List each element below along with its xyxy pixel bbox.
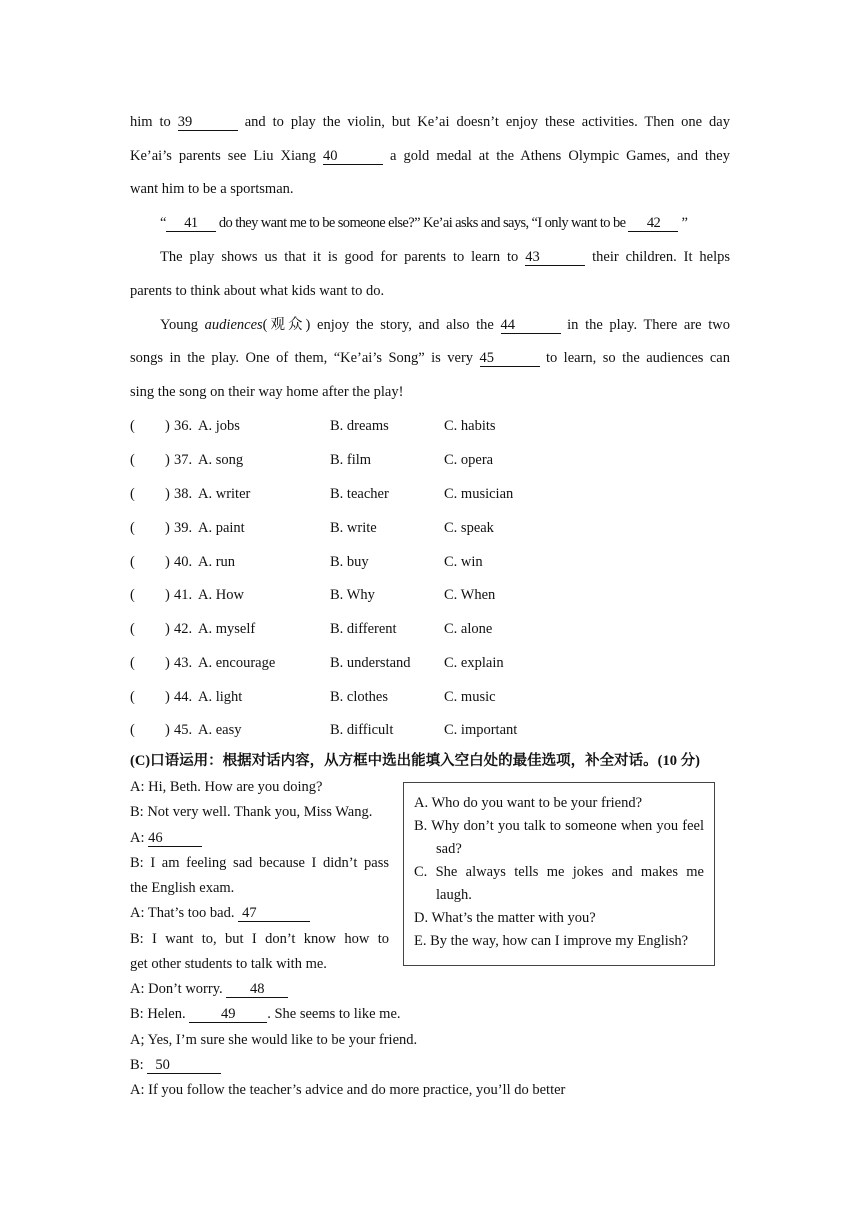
dialogue-line: A: If you follow the teacher’s advice and do more practice, you’ll do better [130,1082,566,1098]
answer-paren-open: ( [130,655,135,671]
answer-paren-close: ) [165,452,170,468]
answer-paren-close: ) [165,722,170,738]
question-number: 36. [174,418,193,434]
box-option-c [414,861,704,907]
passage-line-7 [160,315,730,335]
passage-text: and to play the violin, but Ke’ai doesn’t enjoy these activities. Then one day [237,114,730,130]
option-a: A. run [198,554,236,570]
question-number: 39. [174,520,193,536]
option-c: C. explain [444,655,504,671]
answer-paren-close: ) [165,587,170,603]
blank-48: 48 [226,981,288,998]
dialogue-line: A; Yes, I’m sure she would like to be your friend. [130,1032,418,1048]
option-b: B. clothes [330,689,388,705]
question-number: 38. [174,486,193,502]
answer-paren-open: ( [130,554,135,570]
option-a: A. How [198,587,244,603]
dialogue-line: B: Not very well. Thank you, Miss Wang. [130,804,373,820]
box-option-b [414,815,704,861]
answer-paren-close: ) [165,621,170,637]
question-number: 42. [174,621,193,637]
option-a: A. easy [198,722,242,738]
answer-paren-close: ) [165,418,170,434]
option-a: A. light [198,689,243,705]
dialogue-line [130,979,288,999]
box-option-e: E. By the way, how can I improve my English? [414,933,689,949]
answer-paren-close: ) [165,689,170,705]
options-box [403,782,715,966]
blank-44: 44 [501,317,561,334]
box-option-a: A. Who do you want to be your friend? [414,795,643,811]
option-b: B. Why [330,587,375,603]
dialogue-line: B: I want to, but I don’t know how to [130,931,389,947]
blank-50: 50 [147,1057,221,1074]
option-c: C. win [444,554,483,570]
dialogue-line: B: I am feeling sad because I didn’t pass [130,855,389,871]
option-b: B. dreams [330,418,389,434]
option-a: A. writer [198,486,251,502]
answer-paren-open: ( [130,520,135,536]
option-c: C. alone [444,621,493,637]
passage-text: their children. It helps [585,249,730,265]
dialogue-text: B: Helen. [130,1006,190,1022]
dialogue-text: . She seems to like me. [267,1006,401,1022]
dialogue-line: the English exam. [130,880,235,896]
passage-line-8 [130,348,730,368]
option-c: C. important [444,722,518,738]
passage-italic-word: audiences [204,317,263,333]
passage-line-3: want him to be a sportsman. [130,181,294,197]
option-c: C. speak [444,520,494,536]
option-b: B. teacher [330,486,389,502]
passage-line-4 [160,213,730,233]
answer-paren-open: ( [130,587,135,603]
box-option-b-text: B. Why don’t you talk to someone when you feel sad? [414,818,704,857]
passage-text: ” [678,215,688,231]
passage-text: “ [160,215,166,231]
dialogue-line [130,1055,221,1075]
blank-49: 49 [189,1006,267,1023]
option-a: A. jobs [198,418,240,434]
blank-47: 47 [238,905,310,922]
dialogue-line: A: Hi, Beth. How are you doing? [130,779,323,795]
blank-40: 40 [323,148,383,165]
dialogue-line [130,1004,401,1024]
box-option-d: D. What’s the matter with you? [414,910,596,926]
blank-43: 43 [525,249,585,266]
answer-paren-open: ( [130,452,135,468]
option-a: A. encourage [198,655,276,671]
passage-line-2 [130,146,730,166]
option-a: A. myself [198,621,256,637]
passage-text: The play shows us that it is good for parents to learn to [160,249,526,265]
option-b: B. write [330,520,377,536]
question-number: 43. [174,655,193,671]
answer-paren-open: ( [130,722,135,738]
passage-text: (观众) [262,317,311,333]
answer-paren-close: ) [165,486,170,502]
option-b: B. film [330,452,372,468]
dialogue-text: A: Don’t worry. [130,981,227,997]
dialogue-text: B: [130,1057,148,1073]
passage-text: do they want me to be someone else?” Ke’ai asks and says, “I only want to be [215,215,629,231]
option-c: C. musician [444,486,514,502]
option-c: C. opera [444,452,494,468]
passage-line-1 [130,112,730,132]
passage-text: him to [130,114,178,130]
passage-line-5 [160,247,730,267]
blank-41: 41 [166,215,216,232]
answer-paren-open: ( [130,486,135,502]
question-number: 40. [174,554,193,570]
blank-42: 42 [628,215,678,232]
blank-46: 46 [148,830,202,847]
question-number: 37. [174,452,193,468]
option-b: B. understand [330,655,411,671]
passage-line-6: parents to think about what kids want to do. [130,283,385,299]
box-option-c-text: C. She always tells me jokes and makes me laugh. [414,864,704,903]
passage-text: in the play. There are two [560,317,730,333]
answer-paren-open: ( [130,689,135,705]
answer-paren-close: ) [165,554,170,570]
answer-paren-close: ) [165,520,170,536]
passage-text: a gold medal at the Athens Olympic Games, and they [383,148,730,164]
passage-text: to learn, so the audiences can [539,350,730,366]
option-a: A. song [198,452,244,468]
blank-45: 45 [480,350,540,367]
passage-text: Ke’ai’s parents see Liu Xiang [130,148,324,164]
option-b: B. buy [330,554,369,570]
question-number: 41. [174,587,193,603]
option-c: C. music [444,689,496,705]
answer-paren-close: ) [165,655,170,671]
question-number: 45. [174,722,193,738]
answer-paren-open: ( [130,418,135,434]
section-c-heading: (C)口语运用：根据对话内容，从方框中选出能填入空白处的最佳选项，补全对话。(10 分) [130,753,700,769]
passage-text: songs in the play. One of them, “Ke’ai’s Song” is very [130,350,480,366]
dialogue-line [130,828,202,848]
passage-line-9: sing the song on their way home after the play! [130,384,404,400]
option-b: B. different [330,621,397,637]
blank-39: 39 [178,114,238,131]
option-a: A. paint [198,520,245,536]
answer-paren-open: ( [130,621,135,637]
passage-text: Young [160,317,205,333]
option-b: B. difficult [330,722,394,738]
dialogue-line: get other students to talk with me. [130,956,327,972]
option-c: C. habits [444,418,496,434]
dialogue-text: A: That’s too bad. [130,905,239,921]
dialogue-text: A: [130,830,149,846]
dialogue-line [130,903,310,923]
question-number: 44. [174,689,193,705]
passage-text: enjoy the story, and also the [310,317,501,333]
option-c: C. When [444,587,496,603]
